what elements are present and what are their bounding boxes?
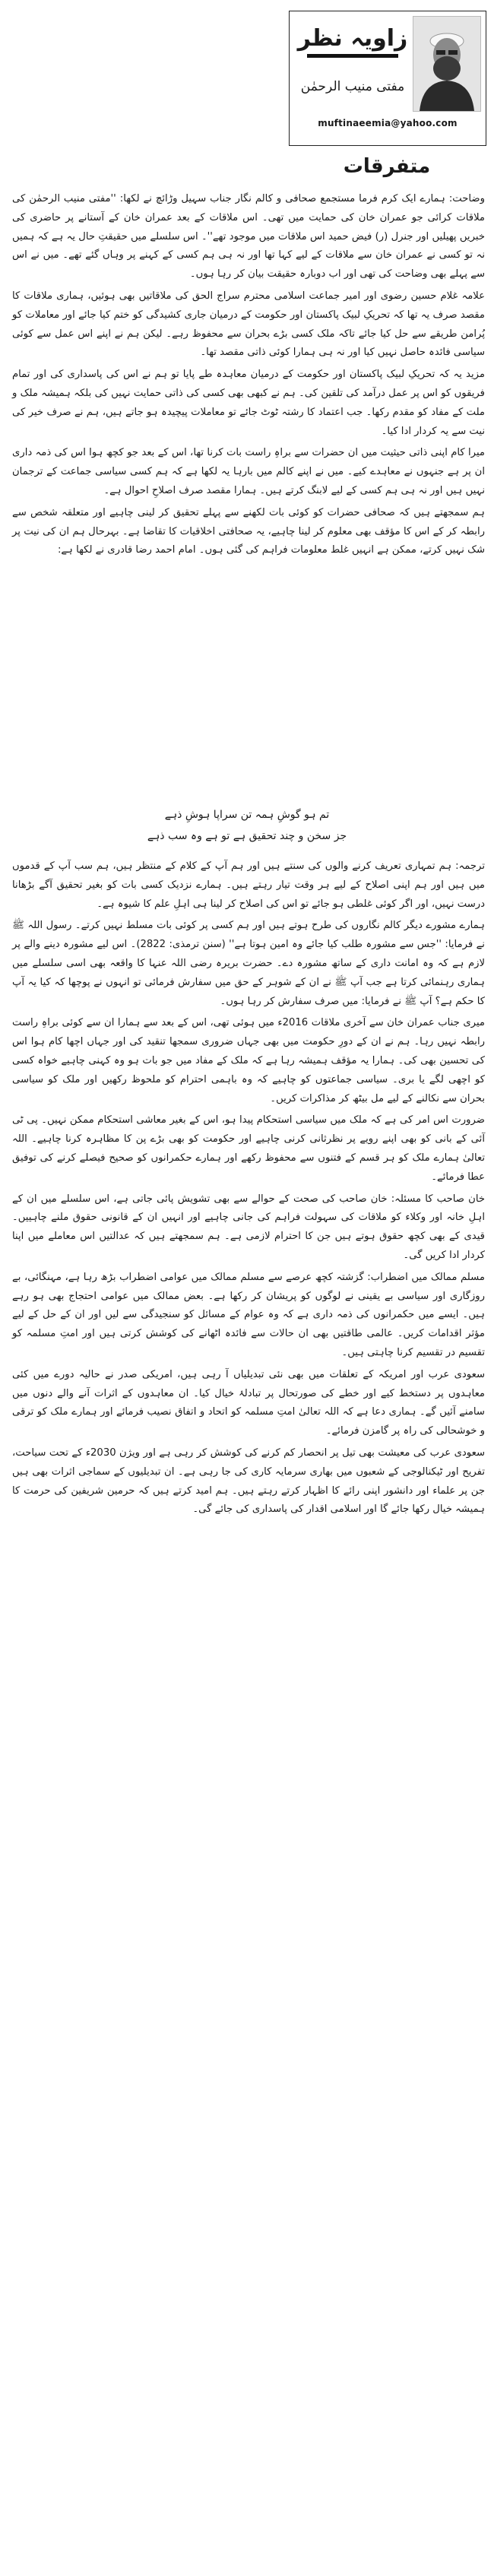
column-header <box>289 11 486 146</box>
portrait-image <box>413 17 480 111</box>
paragraph: ہمارے مشورے دیگر کالم نگاروں کی طرح ہوتے ہیں اور ہم کسی پر کوئی بات مسلط نہیں کرتے۔ رسول اللہ ﷺ نے فرمایا: ''جس سے مشورہ طلب کیا جائے وہ امین ہوتا ہے'' (سنن ترمذی: 2822)۔ اس لیے مشورہ دینے والے پر لازم ہے کہ وہ امانت داری کے ساتھ مشورہ دے۔ حضرت بریرہ رضی اللہ عنہا کا واقعہ بھی اسی سلسلے میں ہماری رہنمائی کرتا ہے جب آپ ﷺ نے ان کے شوہر کے حق میں سفارش فرمائی تو انہوں نے پوچھا کہ کیا یہ آپ کا حکم ہے؟ آپ ﷺ نے فرمایا: میں صرف سفارش کر رہا ہوں۔ <box>12 920 485 1007</box>
quoted-verse <box>122 804 372 847</box>
paragraph: ترجمہ: ہم تمہاری تعریف کرنے والوں کی سنتے ہیں اور ہم آپ کے کلام کے منتظر ہیں، ہم سب آپ کے قدموں میں ہیں اور ہم اپنی اصلاح کے لیے ہر وقت تیار رہتے ہیں۔ ہمارے نزدیک کسی بات کو بغیر تحقیق آگے بڑھانا درست نہیں، اور اگر کوئی غلطی ہو جائے تو اس کی اصلاح کر لینا ہی اہلِ علم کا شیوہ ہے۔ <box>12 860 485 910</box>
paragraph: سعودی عرب کی معیشت بھی تیل پر انحصار کم کرنے کی کوشش کر رہی ہے اور ویژن 2030ء کے تحت سیاحت، تفریح اور ٹیکنالوجی کے شعبوں میں بھاری سرمایہ کاری کی جا رہی ہے۔ ان تبدیلیوں کے سماجی اثرات بھی ہیں جن پر علماء اور دانشور اپنی رائے کا اظہار کرتے رہتے ہیں۔ ہم امید کرتے ہیں کہ حرمین شریفین کی حرمت کا ہمیشہ خیال رکھا جائے گا اور اسلامی اقدار کی پاسداری کی جائے گی۔ <box>12 1446 485 1516</box>
author-email: muftinaeemia@yahoo.com <box>318 118 458 128</box>
paragraph: خان صاحب کا مسئلہ: خان صاحب کی صحت کے حوالے سے بھی تشویش پائی جاتی ہے، اس سلسلے میں ان کے اہلِ خانہ اور وکلاء کو ملاقات کی سہولت فراہم کی جانی چاہیے اور انہیں ان کے قانونی حقوق ملنے چاہییں۔ قیدی کے بھی کچھ حقوق ہوتے ہیں جن کا احترام لازمی ہے۔ ہم سمجھتے ہیں کہ عدالتیں اس معاملے میں اپنا کردار ادا کریں گی۔ <box>12 1193 485 1261</box>
column-title: زاویہ نظر <box>297 25 408 52</box>
paragraph: مزید یہ کہ تحریکِ لبیک پاکستان اور حکومت کے درمیان معاہدہ طے پایا تو ہم نے اس کی پاسداری کی اور تمام فریقوں کو اس پر عمل درآمد کی تلقین کی۔ ہم نے کبھی بھی کسی کی ذاتی حمایت نہیں کی بلکہ ہمیشہ ملک و ملت کے مفاد کو مقدم رکھا۔ جب اعتماد کا رشتہ ٹوٹ جائے تو معاملات پیچیدہ ہو جاتے ہیں، ہم نے صرف خیر کی نیت سے یہ کردار ادا کیا۔ <box>12 369 485 437</box>
column-title-block <box>296 24 410 66</box>
paragraph: ضرورت اس امر کی ہے کہ ملک میں سیاسی استحکام پیدا ہو، اس کے بغیر معاشی استحکام ممکن نہیں۔ پی ٹی آئی کے بانی کو بھی اپنے رویے پر نظرثانی کرنی چاہیے اور حکومت کو بھی بڑے پن کا مظاہرہ کرنا چاہیے۔ اللہ تعالیٰ ہمارے ملک کو ہر قسم کے فتنوں سے محفوظ رکھے اور ہمارے حکمرانوں کو صحیح فیصلے کرنے کی توفیق عطا فرمائے۔ <box>12 1114 485 1183</box>
paragraph: میری جناب عمران خان سے آخری ملاقات 2016ء میں ہوئی تھی، اس کے بعد سے ہمارا ان سے کوئی براہِ راست رابطہ نہیں رہا۔ ہم نے ان کے دورِ حکومت میں بھی جہاں ضروری سمجھا تنقید کی اور جہاں اچھا کام ہوا اس کی تحسین بھی کی۔ ہمارا یہ مؤقف ہمیشہ رہا ہے کہ ملک کے مفاد میں جو بات ہو وہ کہنی چاہیے خواہ کسی کو اچھی لگے یا بری۔ سیاسی جماعتوں کو چاہیے کہ وہ باہمی احترام کو ملحوظ رکھیں اور ملک کو سیاسی بحران سے نکالنے کے لیے مل بیٹھ کر مذاکرات کریں۔ <box>12 1017 485 1104</box>
article-headline: متفرقات <box>343 155 431 178</box>
author-name: مفتی منیب الرحمٰن <box>300 79 405 94</box>
paragraph: سعودی عرب اور امریکہ کے تعلقات میں بھی نئی تبدیلیاں آ رہی ہیں، امریکی صدر نے حالیہ دورے میں کئی معاہدوں پر دستخط کیے اور خطے کی صورتحال پر تبادلۂ خیال کیا۔ ان معاہدوں کے اثرات آنے والے دنوں میں سامنے آئیں گے۔ ہماری دعا ہے کہ اللہ تعالیٰ امتِ مسلمہ کو اتحاد و اتفاق نصیب فرمائے اور ہمارے ملک کو ترقی و خوشحالی کی راہ پر گامزن فرمائے۔ <box>12 1368 485 1437</box>
article-body-top <box>12 190 485 563</box>
verse-line: تم ہو گوشِ ہمہ تن سراپا ہوشِ ذہے <box>164 809 330 821</box>
paragraph: میرا کام اپنی ذاتی حیثیت میں ان حضرات سے براہِ راست بات کرنا تھا، اس کے بعد جو کچھ ہوا اس کی ذمہ داری ان پر ہے جنہوں نے معاہدے کیے۔ میں نے اپنے کالم میں بارہا یہ لکھا ہے کہ ہم کسی سیاسی جماعت کے ترجمان نہیں ہیں اور نہ ہی ہم کسی کے لیے لابنگ کرتے ہیں۔ ہمارا مقصد صرف اصلاحِ احوال ہے۔ <box>12 447 485 496</box>
title-underline <box>307 54 398 58</box>
author-portrait <box>413 16 481 112</box>
paragraph: وضاحت: ہمارے ایک کرم فرما مستجمع صحافی و کالم نگار جناب سہیل وڑائچ نے لکھا: ''مفتی منیب الرحمٰن کی ملاقات کرائی جو عمران خان کی حمایت میں تھی۔ اس ملاقات کے بعد عمران خان کے آستانے پر حاضری کی خبریں پھیلیں اور جنرل (ر) فیض حمید اس ملاقات میں موجود تھے''۔ اس سلسلے میں حقیقتِ حال یہ ہے کہ ہمیں نہ تو کسی نے عمران خان سے ملاقات کے لیے کہا تھا اور نہ ہی ہم کسی کے کہنے پر وہاں گئے تھے۔ میں نے اس سے پہلے بھی وضاحت کی تھی اور اب دوبارہ حقیقت بیان کر رہا ہوں۔ <box>12 193 485 280</box>
paragraph: ہم سمجھتے ہیں کہ صحافی حضرات کو کوئی بات لکھنے سے پہلے تحقیق کر لینی چاہیے اور متعلقہ شخص سے رابطہ کر کے اس کا مؤقف بھی معلوم کر لینا چاہیے، یہ صحافتی اخلاقیات کا تقاضا ہے۔ بہرحال ہم ان کی نیت پر شک نہیں کرتے، ممکن ہے انہیں غلط معلومات فراہم کی گئی ہوں۔ امام احمد رضا قادری نے لکھا ہے: <box>12 506 485 556</box>
paragraph: علامہ غلام حسین رضوی اور امیر جماعت اسلامی محترم سراج الحق کی ملاقاتیں بھی ہوئیں، ہماری ملاقات کا مقصد صرف یہ تھا کہ تحریکِ لبیک پاکستان اور حکومت کے درمیان جاری کشیدگی کو ختم کیا جائے اور معاملات کو پُرامن طریقے سے حل کیا جائے تاکہ ملک کسی بڑے بحران سے محفوظ رہے۔ لیکن ہم نے اپنے اس عمل سے کوئی سیاسی فائدہ حاصل نہیں کیا اور نہ ہی ہمارا کوئی ذاتی مقصد تھا۔ <box>12 290 485 359</box>
paragraph: مسلم ممالک میں اضطراب: گزشتہ کچھ عرصے سے مسلم ممالک میں عوامی اضطراب بڑھ رہا ہے، مہنگائی، بے روزگاری اور سیاسی بے یقینی نے لوگوں کو پریشان کر رکھا ہے۔ بعض ممالک میں عوامی احتجاج بھی ہو رہے ہیں۔ ایسے میں حکمرانوں کی ذمہ داری ہے کہ وہ عوام کے مسائل کو سنجیدگی سے لیں اور ان کے حل کے لیے مؤثر اقدامات کریں۔ عالمی طاقتیں بھی ان حالات سے فائدہ اٹھانے کی کوشش کرتی ہیں اور امتِ مسلمہ کو تقسیم در تقسیم کرنا چاہتی ہیں۔ <box>12 1271 485 1358</box>
verse-line: جز سخن و چند تحقیق ہے تو ہے وہ سب ذہے <box>147 830 347 842</box>
article-body-bottom <box>12 857 485 1522</box>
